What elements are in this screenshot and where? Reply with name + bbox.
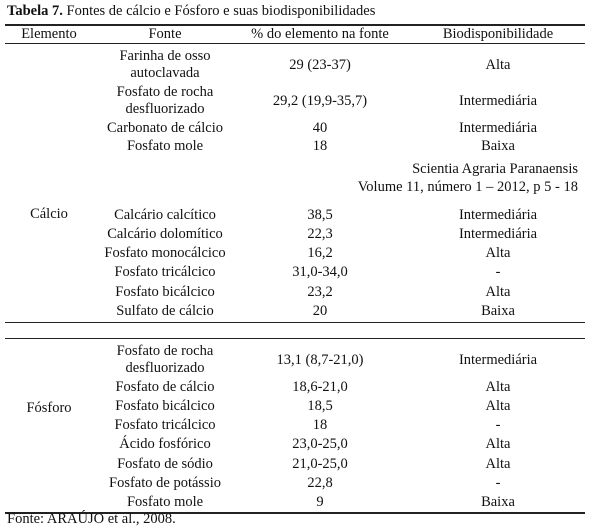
fonte-cell — [90, 379, 240, 396]
bio-cell: Intermediária — [458, 226, 538, 242]
fonte-line: Fosfato mole — [126, 494, 204, 510]
header-bio: Biodisponibilidade — [442, 26, 554, 42]
pct-cell: 13,1 (8,7-21,0) — [276, 351, 364, 368]
header-pct: % do elemento na fonte — [251, 26, 389, 42]
bio-cell: Baixa — [481, 138, 515, 154]
fonte-line: Calcário calcítico — [114, 206, 216, 223]
pct-cell: 40 — [312, 119, 328, 136]
pct-cell: 22,3 — [307, 226, 333, 242]
bio-cell: Alta — [485, 56, 511, 73]
bio-cell: Intermediária — [458, 119, 538, 136]
pct-cell: 23,0-25,0 — [292, 436, 348, 452]
caption-label: Tabela 7. — [7, 3, 63, 19]
element-fosforo: Fósforo — [26, 400, 72, 416]
bio-cell: Alta — [485, 284, 511, 300]
fonte-line: desfluorizado — [125, 101, 205, 117]
journal-note-line2: Volume 11, número 1 – 2012, p 5 - 18 — [357, 179, 578, 195]
journal-note-line1: Scientia Agraria Paranaensis — [412, 161, 578, 177]
fonte-cell — [90, 207, 240, 224]
fonte-cell — [90, 226, 240, 243]
pct-cell: 29,2 (19,9-35,7) — [272, 92, 368, 109]
fonte-cell — [90, 245, 240, 262]
fonte-cell — [90, 84, 240, 118]
fonte-cell — [90, 284, 240, 301]
fonte-line: Fosfato de sódio — [117, 456, 213, 472]
pct-cell: 31,0-34,0 — [292, 264, 348, 280]
fonte-line: Carbonato de cálcio — [107, 119, 223, 136]
caption-text: Fontes de cálcio e Fósforo e suas biodisponibilidades — [62, 3, 376, 19]
pct-cell: 18 — [312, 417, 328, 433]
fonte-cell — [90, 48, 240, 82]
header-rule — [5, 43, 585, 44]
fonte-line: desfluorizado — [125, 360, 205, 376]
fonte-line: Fosfato bicálcico — [115, 284, 215, 300]
bio-cell: Baixa — [481, 494, 515, 510]
fonte-line: Fosfato tricálcico — [114, 417, 216, 433]
fonte-cell — [90, 398, 240, 415]
fonte-line: Fosfato de potássio — [109, 475, 221, 491]
fonte-cell — [90, 138, 240, 155]
fonte-line: Calcário dolomítico — [107, 226, 223, 242]
header-fonte: Fonte — [148, 26, 182, 42]
fonte-cell — [90, 436, 240, 453]
fonte-cell — [90, 417, 240, 434]
pct-cell: 18,5 — [307, 398, 333, 414]
bio-cell: Alta — [485, 436, 511, 452]
bio-cell: Alta — [485, 398, 511, 414]
fonte-cell — [90, 456, 240, 473]
pct-cell: 18,6-21,0 — [292, 379, 348, 395]
fosforo-top-rule — [5, 338, 585, 339]
pct-cell: 23,2 — [307, 284, 333, 300]
calcio-bottom-rule — [5, 322, 585, 323]
fonte-cell — [90, 494, 240, 511]
fonte-line: Farinha de osso — [119, 48, 211, 64]
table-source: Fonte: ARAÚJO et al., 2008. — [7, 511, 176, 527]
table-caption — [7, 3, 375, 20]
fonte-line: Fosfato monocálcico — [104, 245, 226, 261]
fonte-line: Fosfato de cálcio — [115, 379, 215, 395]
bio-cell: - — [495, 264, 501, 280]
bio-cell: Intermediária — [458, 92, 538, 109]
header-elemento: Elemento — [21, 26, 77, 42]
fonte-line: Ácido fosfórico — [119, 436, 211, 452]
bio-cell: - — [495, 417, 501, 433]
fonte-cell — [90, 264, 240, 281]
fonte-cell — [90, 475, 240, 492]
fonte-line: Fosfato mole — [126, 138, 204, 154]
bio-cell: Alta — [485, 245, 511, 261]
pct-cell: 38,5 — [307, 206, 333, 223]
fonte-cell — [90, 343, 240, 377]
bio-cell: Intermediária — [458, 351, 538, 368]
fonte-line: Fosfato tricálcico — [114, 264, 216, 280]
bio-cell: Alta — [485, 379, 511, 395]
bio-cell: Alta — [485, 456, 511, 472]
pct-cell: 22,8 — [307, 475, 333, 491]
pct-cell: 9 — [316, 494, 324, 510]
fonte-line: autoclavada — [130, 65, 200, 81]
fonte-line: Fosfato de rocha — [116, 343, 214, 359]
pct-cell: 29 (23-37) — [289, 56, 351, 73]
element-calcio: Cálcio — [30, 206, 68, 222]
fonte-line: Fosfato bicálcico — [115, 398, 215, 414]
fonte-line: Sulfato de cálcio — [116, 303, 214, 319]
pct-cell: 21,0-25,0 — [292, 456, 348, 472]
fonte-cell — [90, 303, 240, 320]
pct-cell: 18 — [312, 138, 328, 154]
pct-cell: 16,2 — [307, 245, 333, 261]
bio-cell: - — [495, 475, 501, 491]
fonte-line: Fosfato de rocha — [116, 84, 214, 100]
fonte-cell — [90, 120, 240, 137]
pct-cell: 20 — [312, 303, 328, 319]
bio-cell: Intermediária — [458, 206, 538, 223]
bio-cell: Baixa — [481, 303, 515, 319]
